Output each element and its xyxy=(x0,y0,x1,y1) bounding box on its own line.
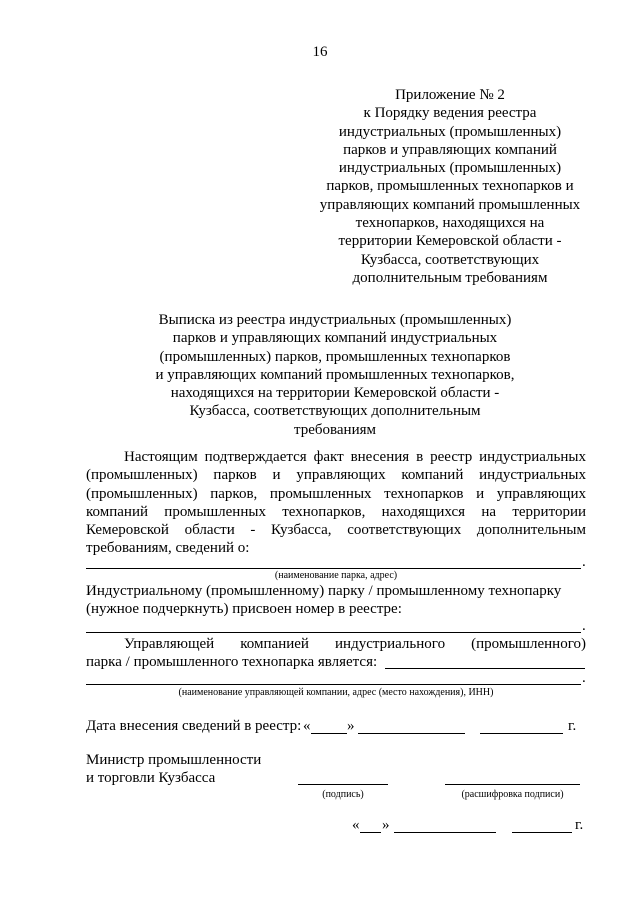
sig-open-quote: « xyxy=(352,817,360,833)
date-year-field[interactable] xyxy=(480,733,563,734)
mgmt-word: (промышленного) xyxy=(471,636,586,652)
appendix-line: технопарков, находящихся на xyxy=(355,215,545,232)
title-line: Выписка из реестра индустриальных (промышленных) xyxy=(158,312,512,328)
appendix-line: управляющих компаний промышленных xyxy=(319,196,581,213)
end-period: . xyxy=(582,618,586,634)
mgmt-word: индустриального xyxy=(335,636,446,652)
mgmt-company-caption: (наименование управляющей компании, адрес (место нахождения), ИНН) xyxy=(178,687,494,698)
sig-date-year-field[interactable] xyxy=(512,832,572,833)
appendix-line: дополнительным требованиям xyxy=(352,269,548,286)
date-label: Дата внесения сведений в реестр: xyxy=(86,718,302,734)
close-quote: » xyxy=(347,718,355,734)
appendix-line: Кузбасса, соответствующих xyxy=(360,251,540,268)
signature-decode-field-line[interactable] xyxy=(445,784,580,785)
number-text-line xyxy=(86,583,586,600)
mgmt-text-line2: парка / промышленного технопарка является: xyxy=(86,654,378,670)
sig-year-suffix: г. xyxy=(575,817,584,833)
sig-close-quote: » xyxy=(382,817,390,833)
mgmt-text-line xyxy=(86,636,586,653)
title-line: (промышленных) парков, промышленных технопарков xyxy=(159,348,511,365)
confirmation-paragraph: Настоящим подтверждается факт внесения в реестр индустриальных (промышленных) парков и управляющих компаний индустриальных (промышленных) парков, промышленных технопарков и управляющих компаний промышленных технопарков, находящихся на территории Кемеровской области - Кузбасса, соответствующих дополнительным требованиям, сведений о: xyxy=(86,449,586,557)
appendix-line: Приложение № 2 xyxy=(395,87,505,103)
signature-caption: (подпись) xyxy=(322,789,364,800)
appendix-header xyxy=(300,86,600,287)
mgmt-company-field-line[interactable] xyxy=(385,668,585,669)
year-suffix: г. xyxy=(568,718,577,734)
number-text-line2: (нужное подчеркнуть) присвоен номер в реестре: xyxy=(86,601,402,617)
open-quote: « xyxy=(303,718,311,734)
appendix-line: парков, промышленных технопарков и xyxy=(326,178,574,195)
sig-date-day-field[interactable] xyxy=(360,832,381,833)
title-line: Кузбасса, соответствующих дополнительным xyxy=(189,403,481,420)
appendix-line: парков и управляющих компаний xyxy=(343,141,557,158)
end-period: . xyxy=(582,554,586,570)
page-number: 16 xyxy=(312,44,328,60)
title-line: находящихся на территории Кемеровской области - xyxy=(170,385,500,402)
minister-title-line2: и торговли Кузбасса xyxy=(86,770,216,786)
sig-date-month-field[interactable] xyxy=(394,832,496,833)
appendix-line: индустриальных (промышленных) xyxy=(338,123,562,140)
signature-field-line[interactable] xyxy=(298,784,388,785)
park-name-caption: (наименование парка, адрес) xyxy=(274,570,398,581)
appendix-line: индустриальных (промышленных) xyxy=(338,160,562,177)
appendix-line: к Порядку ведения реестра xyxy=(363,105,537,122)
registry-number-field-line[interactable] xyxy=(86,632,581,633)
signature-decode-caption: (расшифровка подписи) xyxy=(461,789,564,800)
appendix-line: территории Кемеровской области - xyxy=(338,233,562,250)
mgmt-word: Управляющей xyxy=(124,636,215,652)
title-line: и управляющих компаний промышленных технопарков, xyxy=(155,366,515,383)
end-period: . xyxy=(582,670,586,686)
number-text: Индустриальному (промышленному) парку / промышленному технопарку xyxy=(86,583,562,599)
document-title xyxy=(140,311,530,439)
park-name-field-line[interactable] xyxy=(86,568,581,569)
mgmt-word: компанией xyxy=(240,636,309,652)
title-line: парков и управляющих компаний индустриальных xyxy=(172,330,498,347)
date-month-field[interactable] xyxy=(358,733,465,734)
date-day-field[interactable] xyxy=(311,733,347,734)
minister-title-line1: Министр промышленности xyxy=(86,752,262,768)
mgmt-company-field-line2[interactable] xyxy=(86,684,581,685)
title-line: требованиям xyxy=(293,421,377,438)
